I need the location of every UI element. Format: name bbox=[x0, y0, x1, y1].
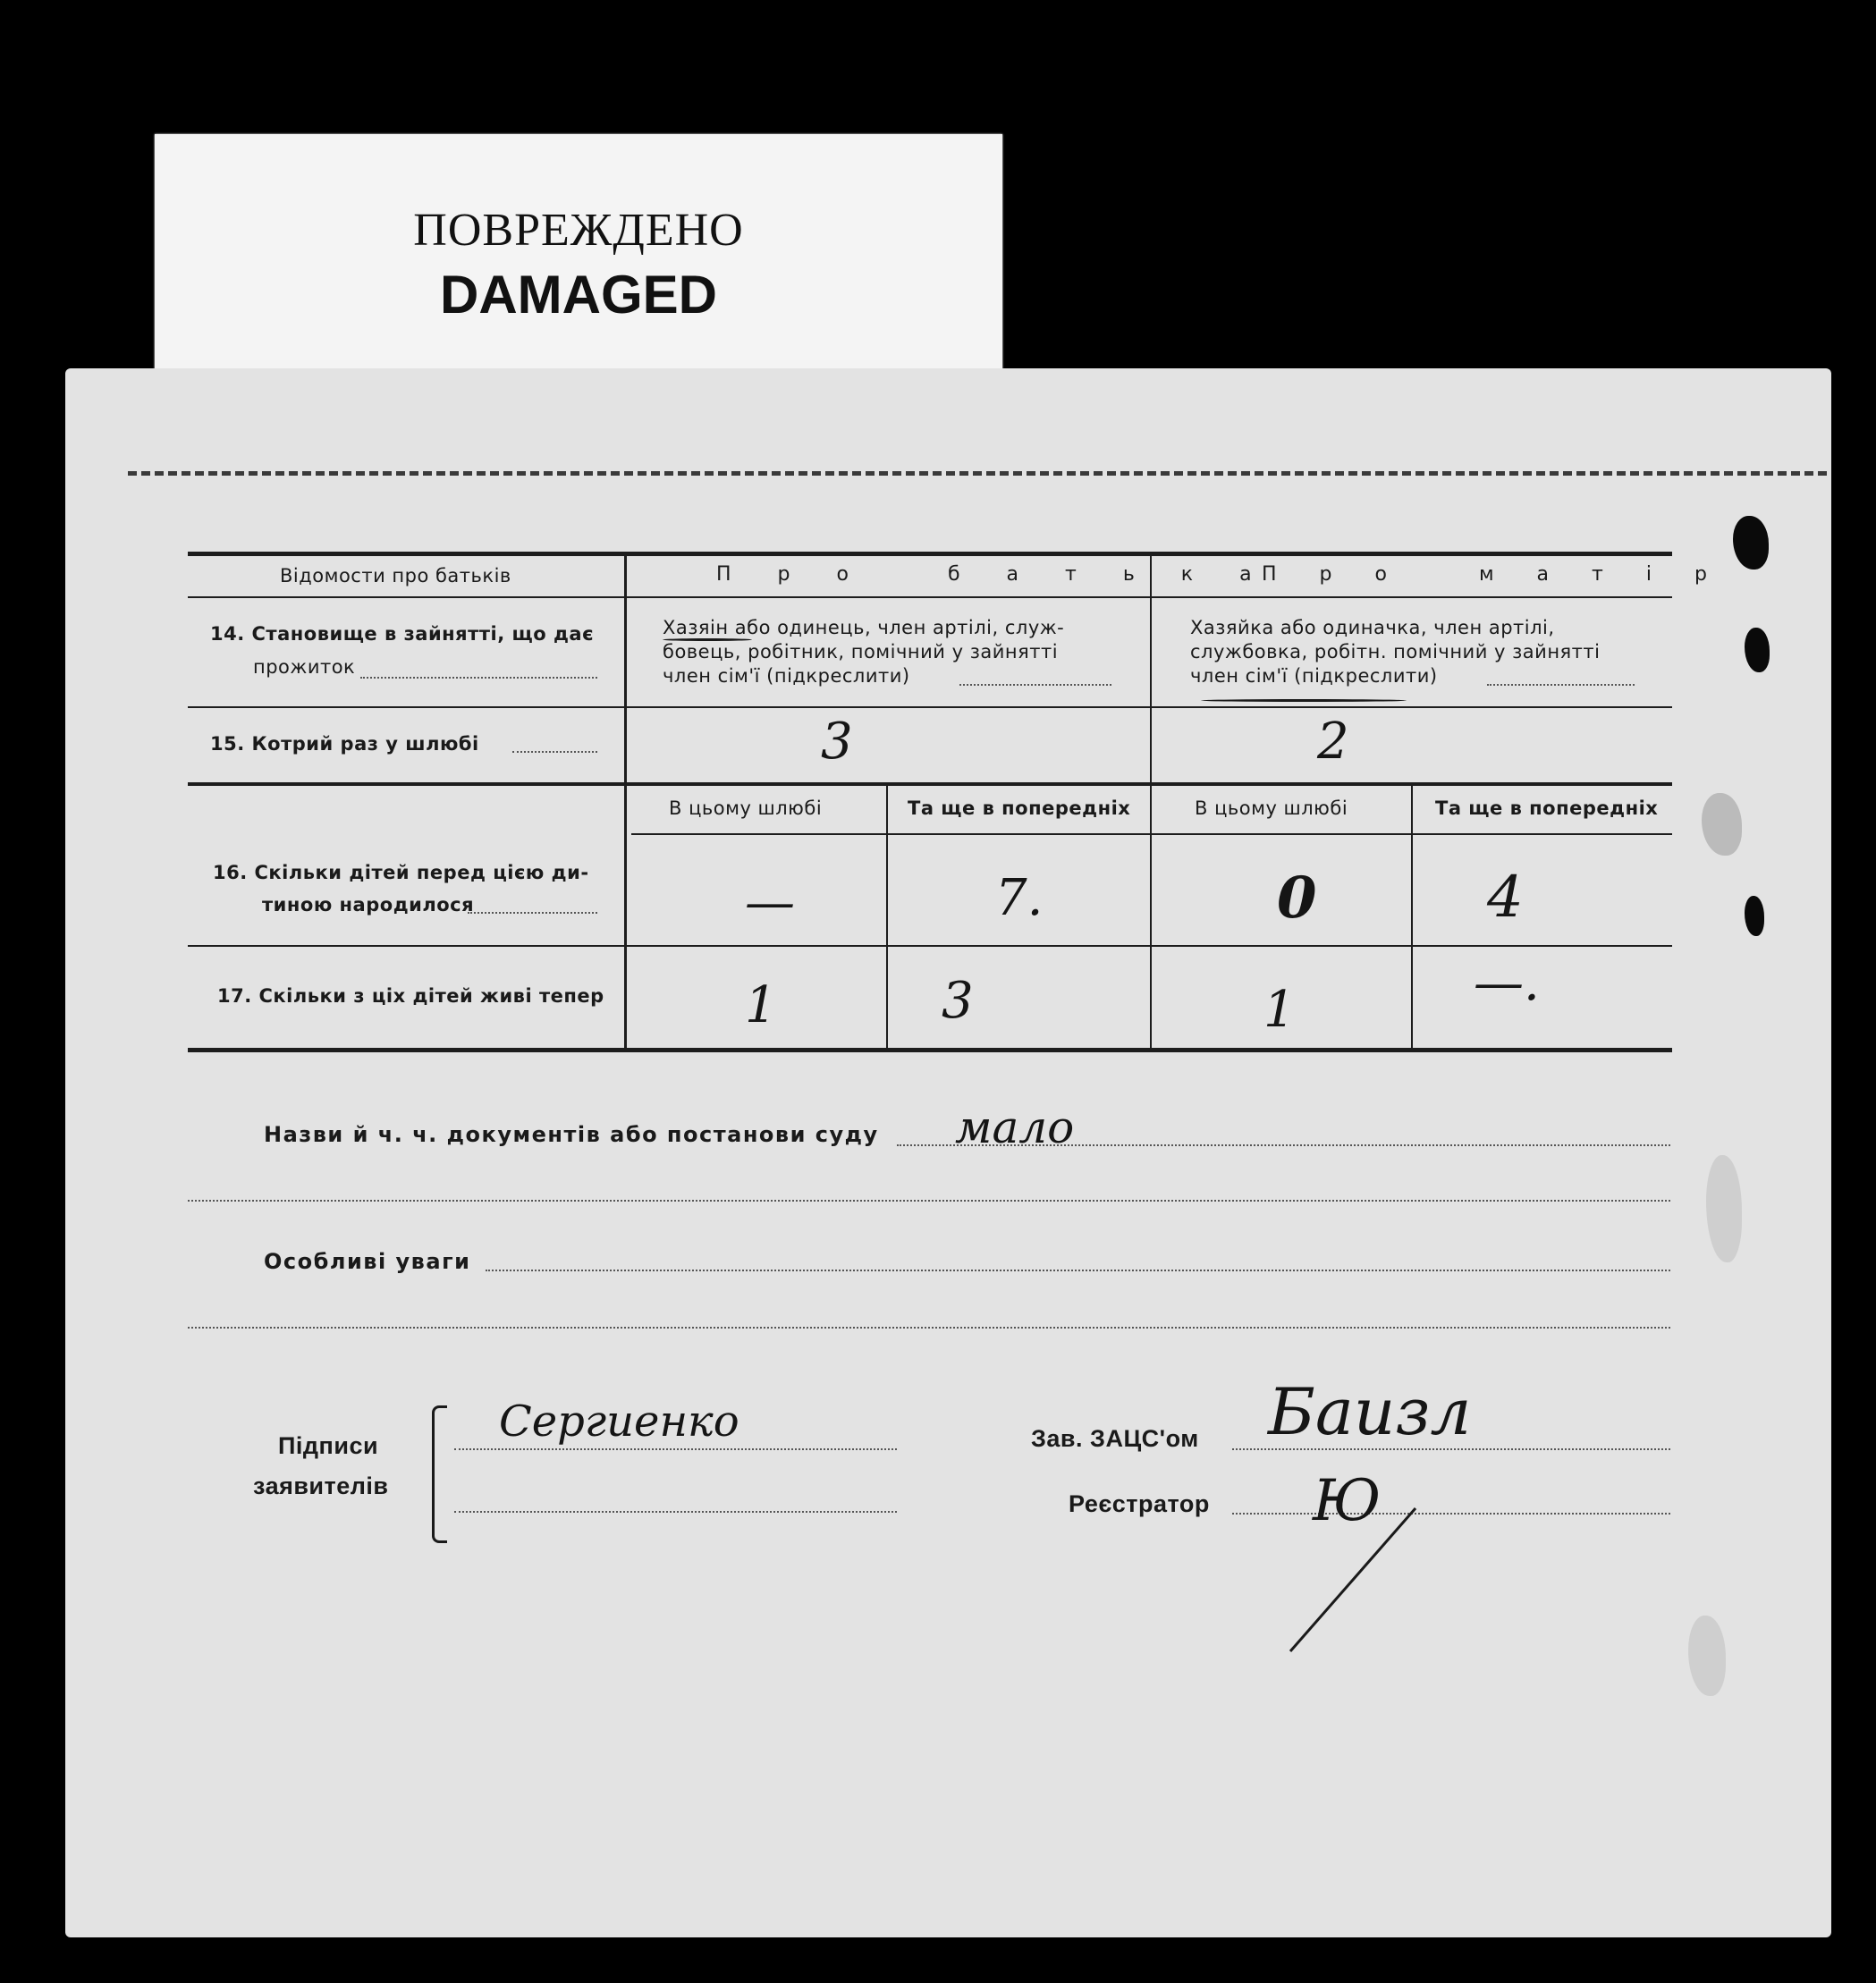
row14-father-3: член сім'ї (підкреслити) bbox=[663, 665, 910, 687]
row15-father-value: 3 bbox=[821, 713, 853, 771]
row14-rule bbox=[188, 706, 1672, 708]
row16-label-2: тиною народилося bbox=[262, 894, 475, 916]
damaged-label-en: DAMAGED bbox=[440, 265, 717, 325]
header-col-label: Відомости про батьків bbox=[280, 565, 511, 586]
applicant-sig-line-2 bbox=[454, 1511, 897, 1513]
punch-hole bbox=[1745, 628, 1770, 672]
row16-father-prev: 7. bbox=[995, 869, 1044, 927]
header-mother: Про матір bbox=[1262, 563, 1750, 586]
header-rule bbox=[188, 596, 1672, 598]
row14-label-1: 14. Становище в зайнятті, що дає bbox=[210, 623, 595, 645]
row15-mother-value: 2 bbox=[1317, 713, 1349, 771]
row16-mother-this: 0 bbox=[1277, 865, 1317, 932]
registrar-signature[interactable]: Ю bbox=[1313, 1468, 1382, 1534]
remarks-label: Особливі уваги bbox=[264, 1249, 471, 1274]
damaged-label bbox=[155, 134, 1002, 371]
row15-dots bbox=[512, 751, 597, 753]
applicant-signature[interactable]: Сергиенко bbox=[499, 1397, 739, 1447]
row17-mother-this: 1 bbox=[1263, 981, 1296, 1039]
punch-hole bbox=[1688, 1616, 1726, 1696]
applicants-label-2: заявителів bbox=[253, 1472, 389, 1499]
subheader-rule bbox=[631, 833, 1672, 835]
table-top-rule bbox=[188, 552, 1672, 556]
punch-hole bbox=[1706, 1155, 1742, 1262]
punch-hole bbox=[1702, 793, 1742, 856]
documents-label: Назви й ч. ч. документів або постанови суду bbox=[264, 1122, 879, 1147]
perforation-line bbox=[128, 471, 1827, 476]
registrar-label: Реєстратор bbox=[1069, 1490, 1210, 1517]
col-divider-2 bbox=[1150, 556, 1152, 1052]
sub-father-prev: Та ще в попередніх bbox=[908, 797, 1131, 819]
row16-mother-prev: 4 bbox=[1487, 865, 1524, 931]
head-signature[interactable]: Баизл bbox=[1268, 1374, 1472, 1449]
col-divider-1 bbox=[624, 556, 627, 1052]
applicants-brace bbox=[432, 1405, 447, 1543]
row14-label-2: прожиток bbox=[253, 656, 356, 678]
punch-hole bbox=[1733, 516, 1769, 570]
row17-label: 17. Скільки з ціх дітей живі тепер bbox=[217, 985, 604, 1007]
remarks-dots-2 bbox=[188, 1327, 1670, 1329]
sub-father-this: В цьому шлюбі bbox=[669, 797, 823, 819]
punch-hole bbox=[1745, 896, 1764, 936]
row14-mother-3: член сім'ї (підкреслити) bbox=[1190, 665, 1438, 687]
row14-mother-2: службовка, робітн. помічний у зайнятті bbox=[1190, 641, 1601, 662]
row17-father-prev: 3 bbox=[942, 972, 974, 1030]
applicants-label-1: Підписи bbox=[278, 1432, 379, 1459]
row14-father-dots bbox=[959, 684, 1111, 686]
row16-father-this: — bbox=[745, 873, 795, 932]
row16-rule bbox=[188, 945, 1672, 947]
remarks-dots bbox=[486, 1270, 1670, 1271]
row17-mother-prev: —. bbox=[1474, 954, 1540, 1012]
row14-mother-dots bbox=[1487, 684, 1635, 686]
applicant-sig-line-1 bbox=[454, 1448, 897, 1450]
col-divider-3 bbox=[886, 786, 888, 1052]
registrar-flourish bbox=[1281, 1499, 1442, 1660]
row14-mother-underline bbox=[1201, 699, 1407, 702]
documents-value[interactable]: мало bbox=[955, 1101, 1075, 1153]
row14-mother-1: Хазяйка або одиначка, член артілі, bbox=[1190, 617, 1555, 638]
head-label: Зав. ЗАЦС'ом bbox=[1031, 1425, 1199, 1452]
col-divider-4 bbox=[1411, 786, 1413, 1052]
row15-rule bbox=[188, 782, 1672, 786]
form-sheet bbox=[65, 368, 1831, 1937]
sub-mother-prev: Та ще в попередніх bbox=[1435, 797, 1659, 819]
row14-father-2: бовець, робітник, помічний у зайнятті bbox=[663, 641, 1059, 662]
damaged-label-ru: ПОВРЕЖДЕНО bbox=[413, 205, 744, 256]
table-bottom-rule bbox=[188, 1048, 1672, 1052]
row14-father-1: Хазяін або одинець, член артілі, служ- bbox=[663, 617, 1065, 638]
row17-father-this: 1 bbox=[745, 976, 777, 1034]
sub-mother-this: В цьому шлюбі bbox=[1195, 797, 1348, 819]
documents-dots-2 bbox=[188, 1200, 1670, 1202]
row14-dots bbox=[360, 677, 597, 679]
row15-label: 15. Котрий раз у шлюбі bbox=[210, 733, 479, 755]
row16-dots bbox=[468, 912, 597, 914]
row14-father-underline bbox=[663, 638, 752, 641]
header-father: Про батька bbox=[716, 563, 1298, 586]
row16-label-1: 16. Скільки дітей перед цією ди- bbox=[213, 862, 589, 883]
